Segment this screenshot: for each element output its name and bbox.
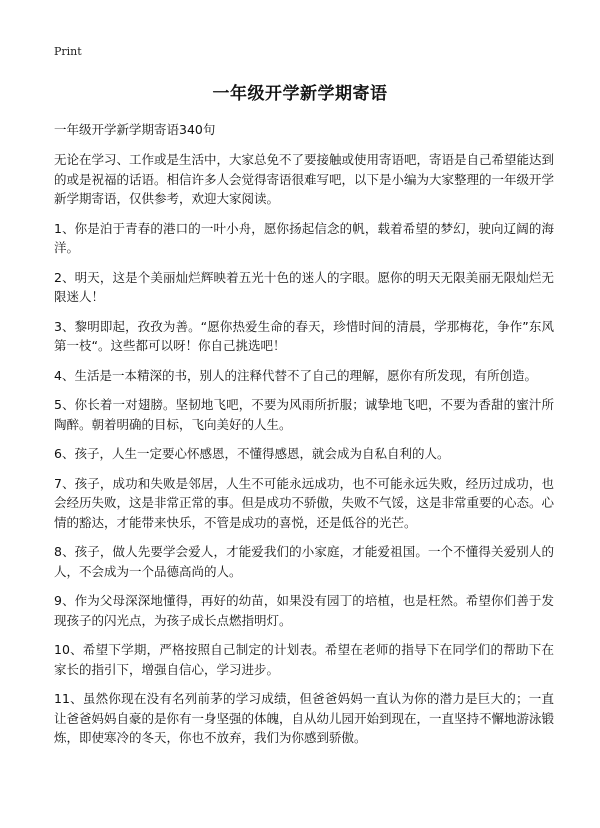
message-item: 11、虽然你现在没有名列前茅的学习成绩，但爸爸妈妈一直认为你的潜力是巨大的；一直让爸爸妈妈自豪的是你有一身坚强的体魄，自从幼儿园开始到现在，一直坚持不懈地游泳锻炼，即使寒冷的冬天，你也不放弃，我们为你感到骄傲。 [54,691,555,745]
message-item: 5、你长着一对翅膀。坚韧地飞吧，不要为风雨所折服；诚挚地飞吧，不要为香甜的蜜汁所陶醉。朝着明确的目标，飞向美好的人生。 [54,397,554,432]
print-link[interactable]: Print [54,45,82,58]
message-item: 1、你是泊于青春的港口的一叶小舟，愿你扬起信念的帆，载着希望的梦幻，驶向辽阔的海洋。 [54,220,554,255]
message-item: 4、生活是一本精深的书，别人的注释代替不了自己的理解，愿你有所发现，有所创造。 [54,367,537,383]
page-title: 一年级开学新学期寄语 [212,84,388,104]
message-item: 10、希望下学期，严格按照自己制定的计划表。希望在老师的指导下在同学们的帮助下在家长的指引下，增强自信心，学习进步。 [54,642,554,677]
message-item: 7、孩子，成功和失败是邻居，人生不可能永远成功，也不可能永远失败，经历过成功，也会经历失败，这是非常正常的事。但是成功不骄傲，失败不气馁，这是非常重要的心态。心情的豁达，才能带来快乐，不管是成功的喜悦，还是低谷的光芒。 [54,475,555,530]
message-item: 8、孩子，做人先要学会爱人，才能爱我们的小家庭，才能爱祖国。一个不懂得关爱别人的人，不会成为一个品德高尚的人。 [54,544,554,579]
message-item: 3、黎明即起，孜孜为善。“愿你热爱生命的春天，珍惜时间的清晨，学那梅花，争作”东风第一枝“。这些都可以呀！你自己挑选吧！ [54,318,554,353]
message-item: 9、作为父母深深地懂得，再好的幼苗，如果没有园丁的培植，也是枉然。希望你们善于发现孩子的闪光点，为孩子成长点燃指明灯。 [54,593,554,628]
article-body [54,150,554,758]
intro-paragraph: 无论在学习、工作或是生活中，大家总免不了要接触或使用寄语吧，寄语是自己希望能达到的或是祝福的话语。相信许多人会觉得寄语很难写吧，以下是小编为大家整理的一年级开学新学期寄语，仅供参考，欢迎大家阅读。 [54,152,555,206]
message-item: 2、明天，这是个美丽灿烂辉映着五光十色的迷人的字眼。愿你的明天无限美丽无限灿烂无限迷人！ [54,269,554,304]
message-item: 6、孩子，人生一定要心怀感恩，不懂得感恩，就会成为自私自利的人。 [54,446,450,461]
subtitle: 一年级开学新学期寄语340句 [54,122,216,137]
